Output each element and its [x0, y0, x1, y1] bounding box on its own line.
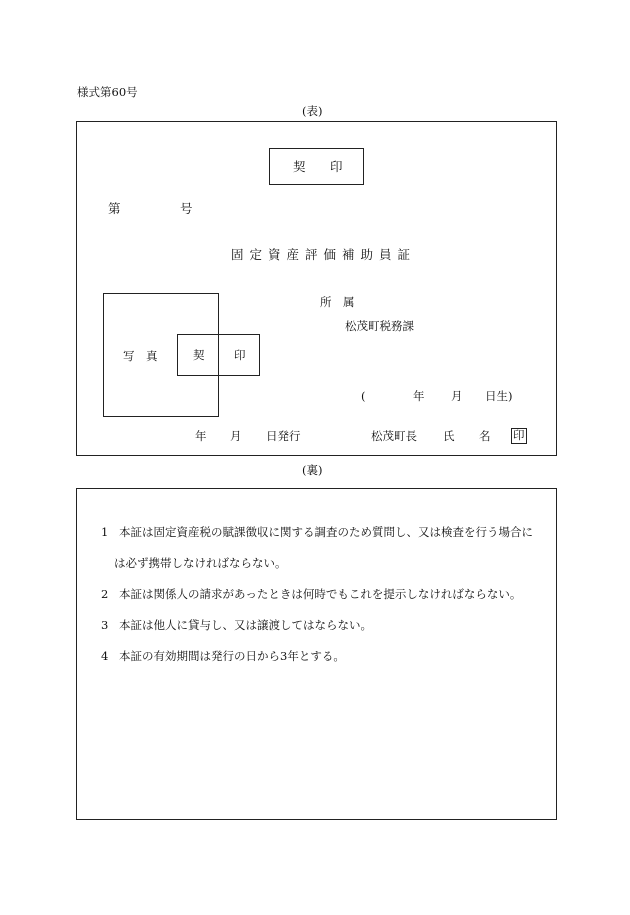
note-1-text: 本証は固定資産税の賦課徴収に関する調査のため質問し、又は検査を行う場合に [119, 525, 533, 539]
affiliation-value: 松茂町税務課 [345, 319, 414, 333]
number-prefix: 第 [108, 201, 121, 216]
back-card [76, 488, 557, 820]
birth-month: 月 [451, 389, 463, 403]
birth-year: 年 [413, 389, 425, 403]
seal-mark: 印 [513, 428, 525, 442]
note-4-num: 4 [101, 649, 109, 663]
note-1-num: 1 [101, 525, 109, 539]
front-card [76, 121, 557, 456]
form-number: 様式第60号 [77, 85, 138, 99]
affiliation-label: 所 属 [320, 295, 355, 309]
note-3-text: 本証は他人に貸与し、又は譲渡してはならない。 [119, 618, 372, 632]
photo-label: 写 真 [123, 349, 158, 363]
seal-top-left-char: 契 [293, 159, 306, 174]
note-4-text: 本証の有効期間は発行の日から3年とする。 [119, 649, 345, 663]
name-label-mei: 名 [479, 429, 491, 443]
note-1-cont: は必ず携帯しなければならない。 [114, 556, 287, 570]
birth-day-close: 日生) [485, 389, 513, 403]
name-label-shi: 氏 [443, 429, 455, 443]
issue-year: 年 [195, 429, 207, 443]
number-suffix: 号 [180, 201, 193, 216]
seal-box-top [269, 148, 364, 185]
back-heading: (裏) [302, 463, 323, 477]
issue-day: 日発行 [266, 429, 301, 443]
issuer: 松茂町長 [371, 429, 417, 443]
birth-open: ( [361, 389, 366, 403]
note-3-num: 3 [101, 618, 109, 632]
seal-photo-left-char: 契 [193, 348, 205, 362]
seal-divider [218, 334, 219, 417]
seal-top-right-char: 印 [330, 159, 343, 174]
card-title: 固定資産評価補助員証 [231, 247, 417, 262]
note-2-num: 2 [101, 587, 109, 601]
seal-photo-right-char: 印 [234, 348, 246, 362]
note-2-text: 本証は関係人の請求があったときは何時でもこれを提示しなければならない。 [119, 587, 522, 601]
issue-month: 月 [230, 429, 242, 443]
front-heading: (表) [302, 104, 323, 118]
